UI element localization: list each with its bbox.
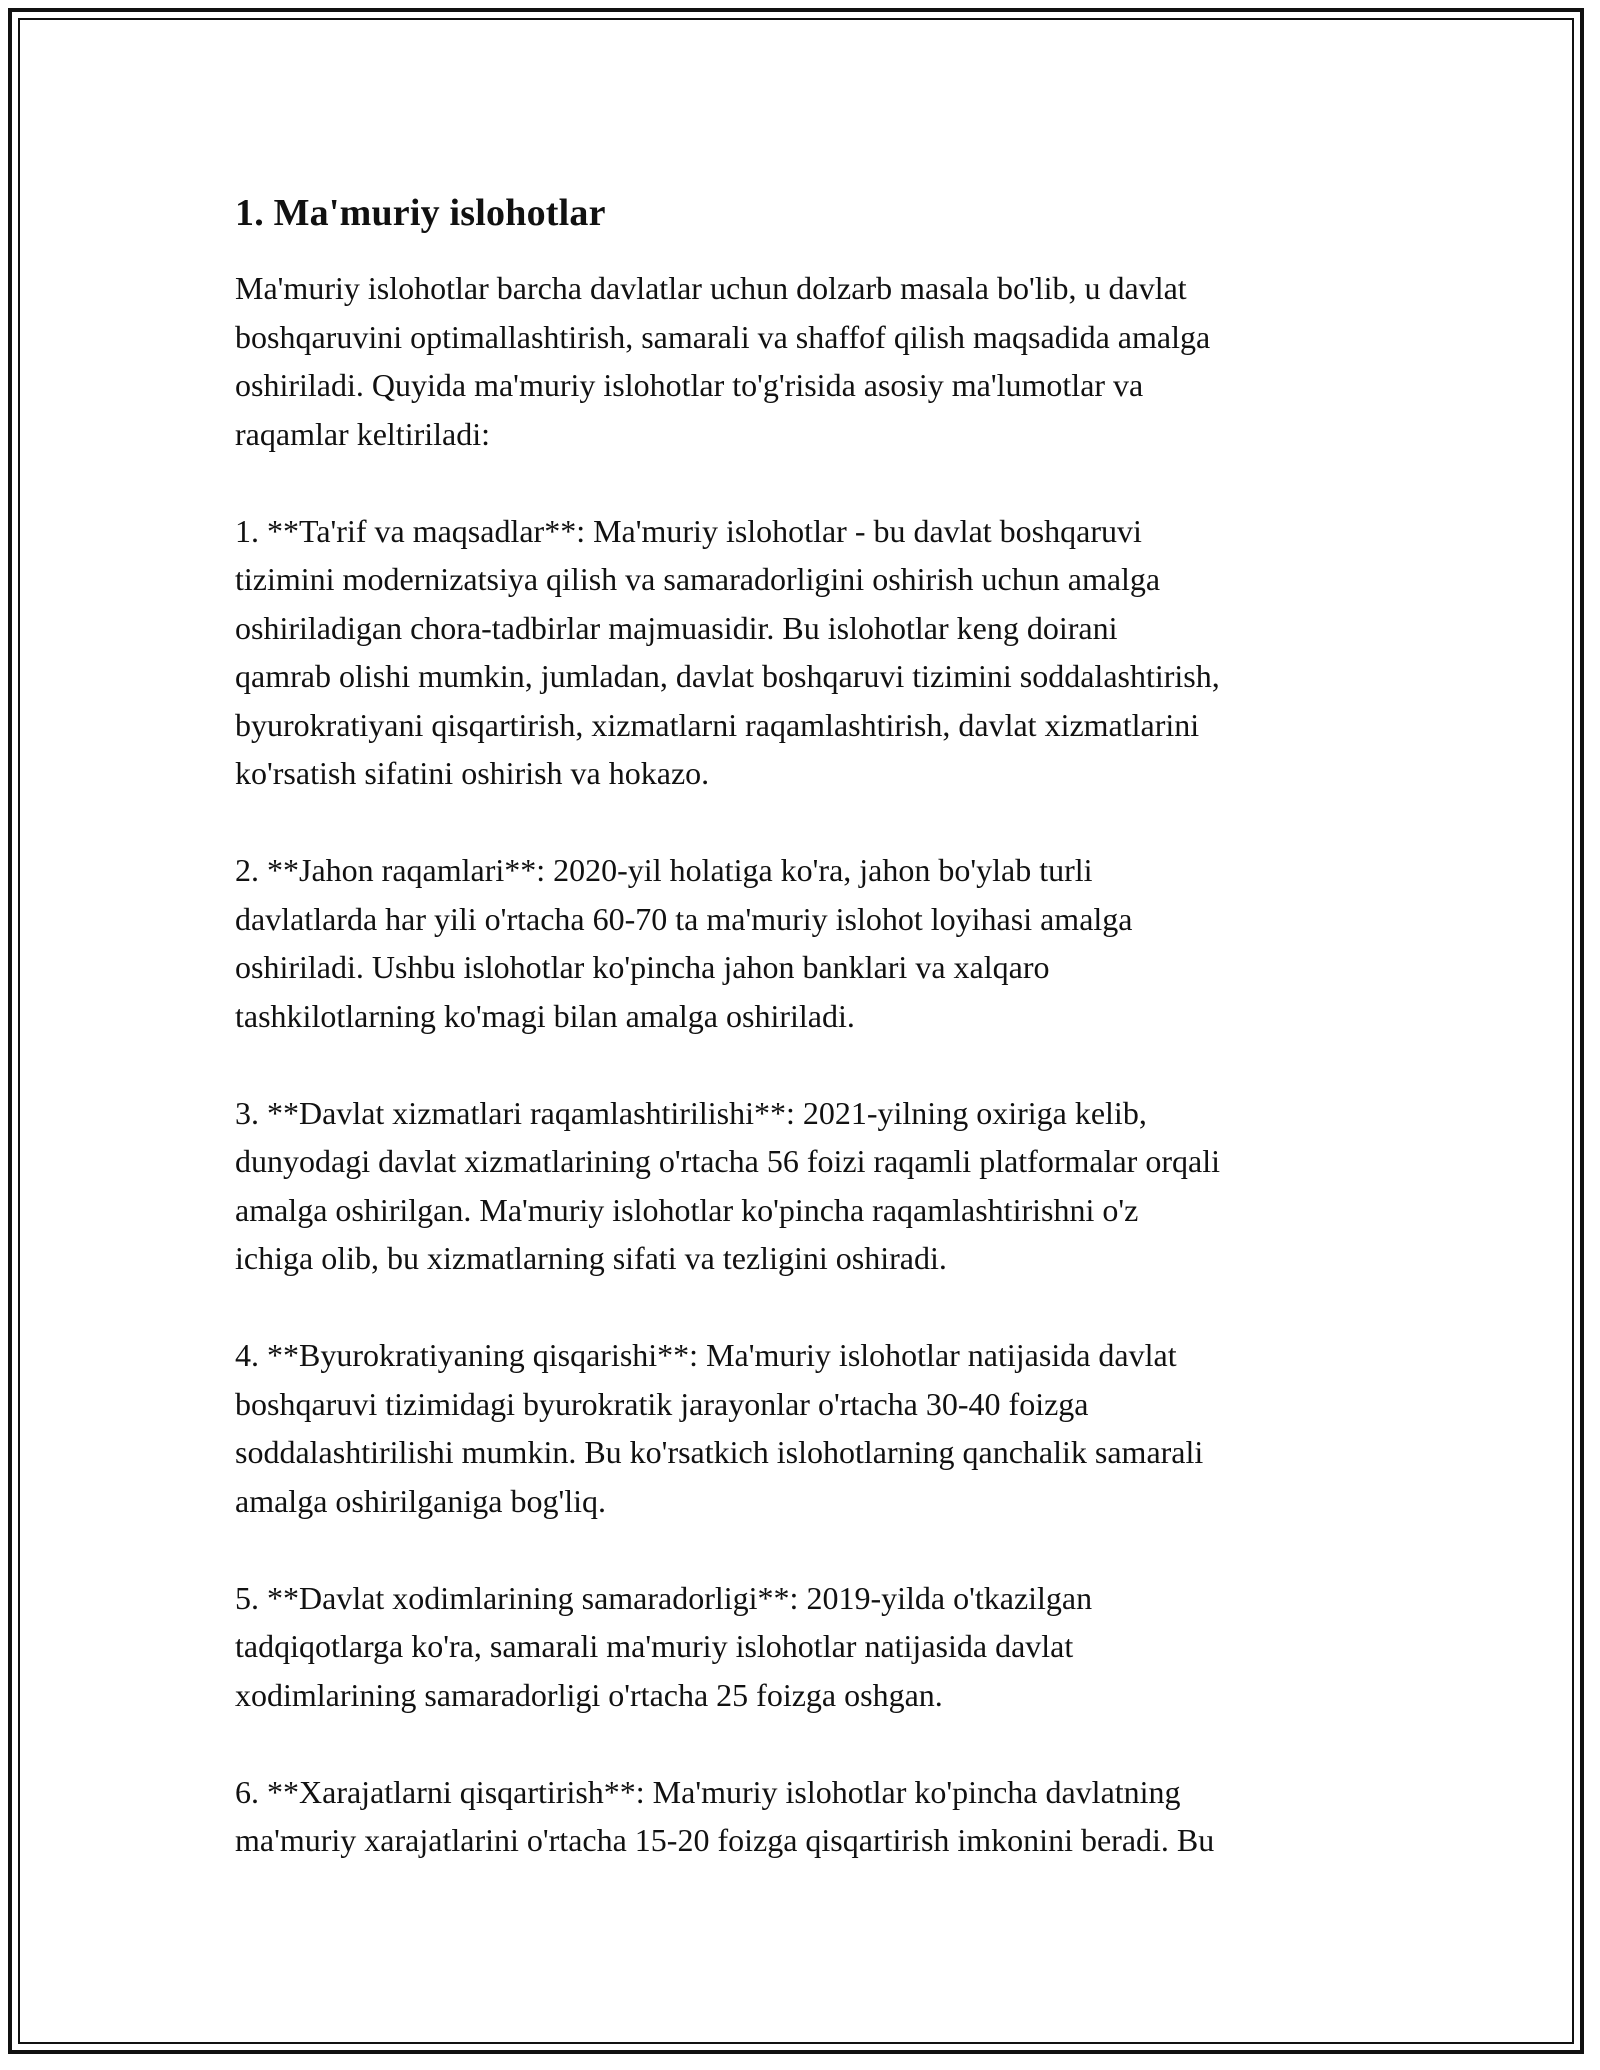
list-item-cost-reduction: 6. **Xarajatlarni qisqartirish**: Ma'muriy islohotlar ko'pincha davlatning ma'muriy xarajatlarini o'rtacha 15-20 foizga qisqartirish imkonini beradi. Bu <box>235 1773 1215 1858</box>
document-body <box>235 188 1385 1865</box>
list-item-bureaucracy: 4. **Byurokratiyaning qisqarishi**: Ma'muriy islohotlar natijasida davlat boshqaruvi tizimidagi byurokratik jarayonlar o'rtacha 30-40 foizga soddalashtirilishi mumkin. Bu ko'rsatkich islohotlarning qanchalik samarali amalga oshirilganiga bog'liq. <box>235 1337 1204 1519</box>
section-heading: 1. Ma'muriy islohotlar <box>235 192 606 234</box>
intro-paragraph: Ma'muriy islohotlar barcha davlatlar uchun dolzarb masala bo'lib, u davlat boshqaruvini optimallashtirish, samarali va shaffof qilish maqsadida amalga oshiriladi. Quyida ma'muriy islohotlar to'g'risida asosiy ma'lumotlar va raqamlar keltiriladi: <box>235 270 1211 452</box>
list-item-employee-efficiency: 5. **Davlat xodimlarining samaradorligi**: 2019-yilda o'tkazilgan tadqiqotlarga ko'ra, samarali ma'muriy islohotlar natijasida davlat xodimlarining samaradorligi o'rtacha 25 foizga oshgan. <box>235 1579 1093 1713</box>
list-item-digitalization: 3. **Davlat xizmatlari raqamlashtirilishi**: 2021-yilning oxiriga kelib, dunyodagi davlat xizmatlarining o'rtacha 56 foizi raqamli platformalar orqali amalga oshirilgan. Ma'muriy islohotlar ko'pincha raqamlashtirishni o'z ichiga olib, bu xizmatlarning sifati va tezligini oshiradi. <box>235 1094 1220 1276</box>
list-item-definition: 1. **Ta'rif va maqsadlar**: Ma'muriy islohotlar - bu davlat boshqaruvi tizimini modernizatsiya qilish va samaradorligini oshirish uchun amalga oshiriladigan chora-tadbirlar majmuasidir. Bu islohotlar keng doirani qamrab olishi mumkin, jumladan, davlat boshqaruvi tizimini soddalashtirish, byurokratiyani qisqartirish, xizmatlarni raqamlashtirish, davlat xizmatlarini ko'rsatish sifatini oshirish va hokazo. <box>235 512 1220 791</box>
list-item-world-figures: 2. **Jahon raqamlari**: 2020-yil holatiga ko'ra, jahon bo'ylab turli davlatlarda har yili o'rtacha 60-70 ta ma'muriy islohot loyihasi amalga oshiriladi. Ushbu islohotlar ko'pincha jahon banklari va xalqaro tashkilotlarning ko'magi bilan amalga oshiriladi. <box>235 852 1133 1034</box>
